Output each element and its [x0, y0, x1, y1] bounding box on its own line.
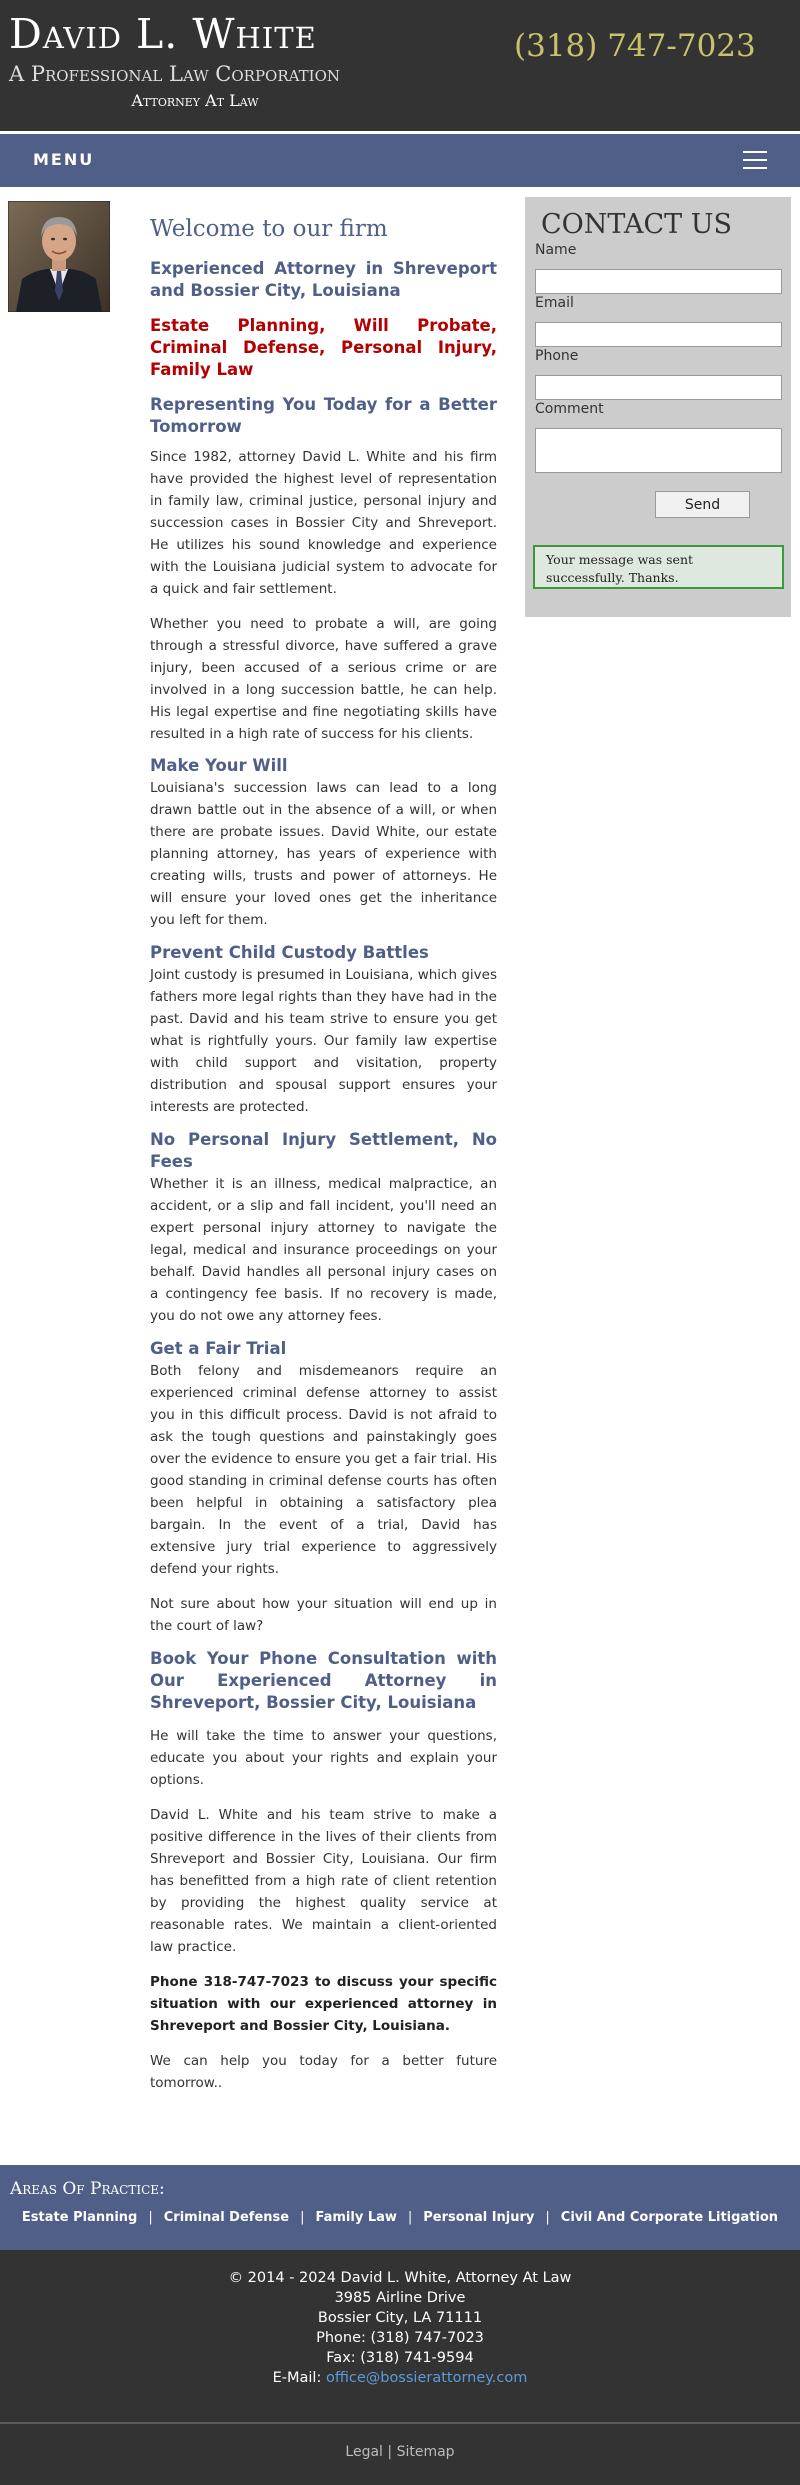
consultation-paragraph: He will take the time to answer your questions, educate you about your rights and explain your options. [150, 1728, 497, 1788]
name-label: Name [535, 242, 577, 258]
area-link-criminal-defense[interactable]: Criminal Defense [163, 2210, 290, 2225]
footer-link-separator: | [387, 2444, 393, 2460]
area-link-personal-injury[interactable]: Personal Injury [423, 2210, 535, 2225]
area-separator: | [300, 2210, 305, 2225]
make-will-paragraph: Louisiana's succession laws can lead to a long drawn battle out in the absence of a will, or when there are probate issues. David White, our estate planning attorney, has years of experience with creating wills, trusts and power of attorneys. He will ensure your loved ones get the inheritance you left for them. [150, 780, 497, 928]
areas-links [0, 2210, 800, 2225]
site-footer [0, 2250, 800, 2485]
area-link-civil-litigation[interactable]: Civil And Corporate Litigation [560, 2210, 779, 2225]
welcome-heading: Welcome to our firm [150, 216, 388, 242]
email-label: Email [535, 295, 574, 311]
sitemap-link[interactable]: Sitemap [396, 2444, 455, 2460]
fair-trial-paragraph: Both felony and misdemeanors require an experienced criminal defense attorney to assist you in this difficult process. David is not afraid to ask the tough questions and painstakingly goes over the evidence to ensure you get a fair trial. His good standing in criminal defense courts has often been helpful in obtaining a satisfactory plea bargain. In the event of a trial, David has extensive jury trial experience to aggressively defend your rights. [150, 1363, 497, 1577]
contact-form [525, 197, 791, 617]
site-header [0, 0, 800, 133]
team-paragraph: David L. White and his team strive to make a positive difference in the lives of their clients from Shreveport and Bossier City, Louisiana. Our firm has benefitted from a high rate of client retention by providing the highest quality service at reasonable rates. We maintain a client-oriented law practice. [150, 1807, 497, 1955]
footer-divider [0, 2422, 800, 2424]
area-separator: | [148, 2210, 153, 2225]
success-message: Your message was sent successfully. Thanks. [533, 545, 784, 589]
closing-paragraph: We can help you today for a better future tomorrow.. [150, 2053, 497, 2091]
child-custody-heading: Prevent Child Custody Battles [150, 943, 429, 962]
footer-phone: Phone: (318) 747-7023 [316, 2330, 484, 2346]
copyright: © 2014 - 2024 David L. White, Attorney At Law [228, 2270, 572, 2286]
firm-subtitle: A Professional Law Corporation [9, 62, 340, 86]
legal-link[interactable]: Legal [345, 2444, 383, 2460]
comment-textarea[interactable] [535, 428, 782, 473]
consultation-heading: Book Your Phone Consultation with Our Experienced Attorney in Shreveport, Bossier City, Louisiana [150, 1649, 497, 1712]
header-phone-link[interactable]: (318) 747-7023 [514, 28, 756, 64]
personal-injury-paragraph: Whether it is an illness, medical malpractice, an accident, or a slip and fall incident, you'll need an expert personal injury attorney to navigate the legal, medical and insurance proceedings on your behalf. David handles all personal injury cases on a contingency fee basis. If no recovery is made, you do not owe any attorney fees. [150, 1176, 497, 1324]
email-label: E-Mail: [272, 2370, 322, 2386]
portrait-image [8, 201, 110, 312]
hamburger-menu-icon[interactable] [743, 151, 767, 169]
call-to-action-paragraph: Phone 318-747-7023 to discuss your specific situation with our experienced attorney in Shreveport and Bossier City, Louisiana. [150, 1974, 497, 2034]
help-paragraph: Whether you need to probate a will, are going through a stressful divorce, have suffered a grave injury, been accused of a serious crime or are involved in a long succession battle, he can help. His legal expertise and fine negotiating skills have resulted in a high rate of success for his clients. [150, 616, 497, 742]
make-will-heading: Make Your Will [150, 756, 288, 775]
footer-info [0, 2268, 800, 2388]
address-line-1: 3985 Airline Drive [334, 2290, 466, 2306]
area-link-estate-planning[interactable]: Estate Planning [21, 2210, 138, 2225]
firm-name[interactable]: David L. White [9, 10, 317, 58]
fair-trial-heading: Get a Fair Trial [150, 1339, 287, 1358]
intro-paragraph: Since 1982, attorney David L. White and his firm have provided the highest level of representation in family law, criminal justice, personal injury and succession cases in Bossier City and Shreveport. He utilizes his sound knowledge and experience with the Louisiana judicial system to advocate for a quick and fair settlement. [150, 449, 497, 597]
personal-injury-heading: No Personal Injury Settlement, No Fees [150, 1130, 497, 1171]
area-separator: | [407, 2210, 413, 2225]
child-custody-paragraph: Joint custody is presumed in Louisiana, which gives fathers more legal rights than they have had in the past. David and his team strive to ensure you get what is rightfully yours. Our family law expertise with child support and visitation, property distribution and spousal support ensures your interests are protected. [150, 967, 497, 1115]
practice-areas-heading: Estate Planning, Will Probate, Criminal Defense, Personal Injury, Family Law [150, 316, 497, 379]
phone-label: Phone [535, 348, 579, 364]
address-line-2: Bossier City, LA 71111 [317, 2310, 483, 2326]
phone-input[interactable] [535, 375, 782, 400]
send-button[interactable]: Send [655, 491, 750, 518]
contact-title: CONTACT US [541, 209, 732, 240]
representing-heading: Representing You Today for a Better Tomorrow [150, 395, 497, 436]
footer-links [0, 2444, 800, 2460]
email-link[interactable]: office@bossierattorney.com [325, 2370, 528, 2386]
attorney-portrait [8, 201, 110, 312]
nav-bar [0, 134, 800, 187]
footer-email-row [0, 2368, 800, 2388]
name-input[interactable] [535, 269, 782, 294]
menu-button[interactable]: MENU [33, 150, 95, 169]
area-link-family-law[interactable]: Family Law [315, 2210, 397, 2225]
footer-fax: Fax: (318) 741-9594 [326, 2350, 474, 2366]
email-input[interactable] [535, 322, 782, 347]
areas-title: Areas Of Practice: [10, 2179, 165, 2199]
areas-of-practice [0, 2165, 800, 2250]
main-content [150, 216, 497, 2094]
area-separator: | [545, 2210, 550, 2225]
court-question-paragraph: Not sure about how your situation will end up in the court of law? [150, 1596, 497, 1634]
attorney-heading: Experienced Attorney in Shreveport and Bossier City, Louisiana [150, 259, 497, 300]
comment-label: Comment [535, 401, 604, 417]
firm-title: Attorney At Law [131, 91, 259, 110]
